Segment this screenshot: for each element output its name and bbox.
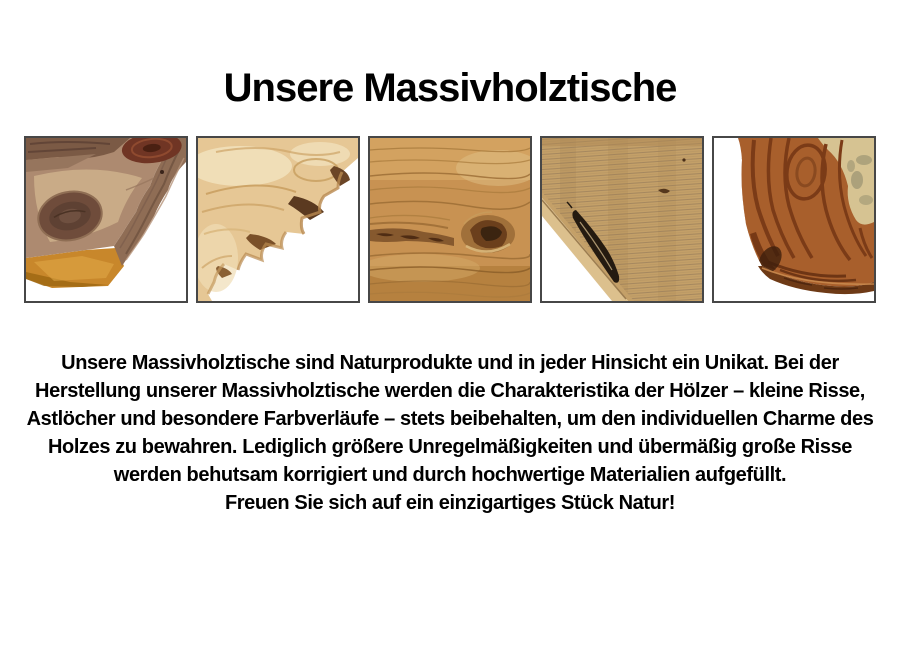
description-line: Holzes zu bewahren. Lediglich größere Unregelmäßigkeiten und übermäßig große Risse — [47, 436, 853, 458]
wood-sample-1 — [24, 136, 188, 303]
wood-sample-2 — [196, 136, 360, 303]
description-line: Herstellung unserer Massivholztische werden die Charakteristika der Hölzer – kleine Risse, — [35, 380, 865, 402]
wood-sample-row — [0, 136, 900, 303]
description-line: Unsere Massivholztische sind Naturprodukte und in jeder Hinsicht ein Unikat. Bei der — [61, 352, 839, 374]
wood-sample-3 — [368, 136, 532, 303]
wood-photo-live-edge-knot — [26, 138, 186, 301]
wood-sample-4 — [540, 136, 704, 303]
description-text — [0, 349, 900, 517]
product-info-poster — [0, 64, 900, 664]
description-line: werden behutsam korrigiert und durch hochwertige Materialien aufgefüllt. — [113, 464, 787, 486]
page-title: Unsere Massivholztische — [223, 66, 677, 110]
wood-sample-5 — [712, 136, 876, 303]
wood-photo-blonde-live-edge — [198, 138, 358, 301]
wood-photo-grain-knot — [370, 138, 530, 301]
wood-photo-rustic-crack — [542, 138, 702, 301]
wood-photo-sheesham-corner — [714, 138, 874, 301]
description-line: Astlöcher und besondere Farbverläufe – stets beibehalten, um den individuellen Charme des — [26, 408, 874, 430]
description-line: Freuen Sie sich auf ein einzigartiges Stück Natur! — [224, 492, 676, 514]
